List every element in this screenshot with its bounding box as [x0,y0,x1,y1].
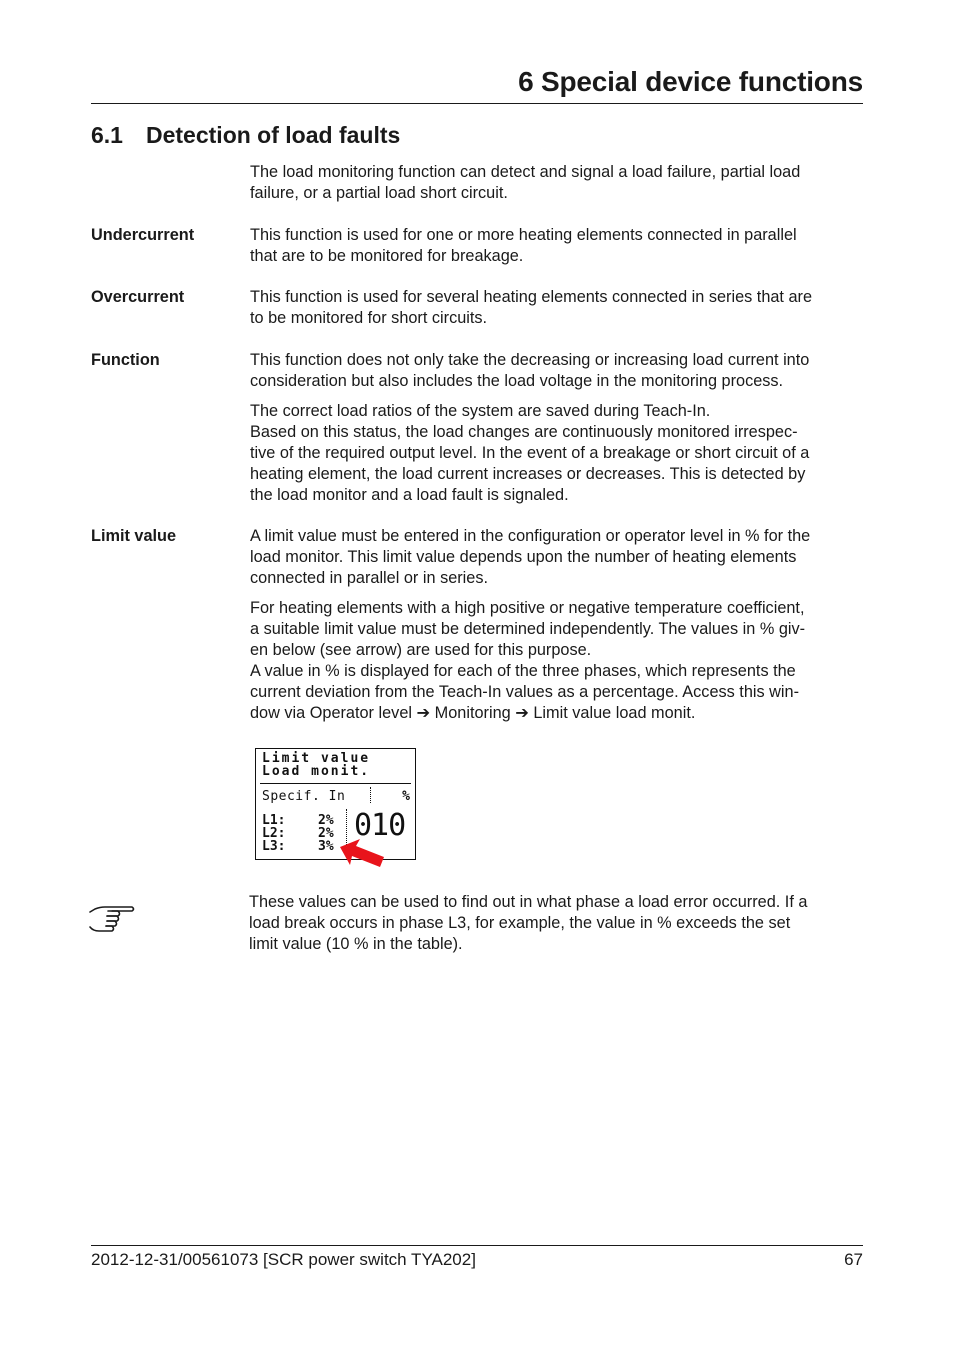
text-line: Based on this status, the load changes are continuously monitored irrespec- [250,423,798,441]
text-line: heating element, the load current increases or decreases. This is detected by [250,465,806,483]
lcd-phase-value: 2% [318,826,334,841]
text-line: dow via Operator level ➔ Monitoring ➔ Limit value load monit. [250,704,696,722]
section-title: Detection of load faults [146,122,401,148]
text-line: tive of the required output level. In the event of a breakage or short circuit of a [250,444,810,462]
page-number: 67 [844,1250,863,1269]
text-line: For heating elements with a high positive or negative temperature coefficient, [250,599,805,617]
section-heading [91,122,400,149]
text-line: en below (see arrow) are used for this purpose. [250,641,592,659]
note-paragraph [249,892,861,955]
chapter-title: 6 Special device functions [518,66,863,97]
text-line: load break occurs in phase L3, for example, the value in % exceeds the set [249,914,791,932]
function-label: Function [91,351,160,369]
text-line: the load monitor and a load fault is signaled. [250,486,569,504]
red-arrow-icon [338,838,386,874]
lcd-title-line-2: Load monit. [262,764,371,779]
lcd-phase-label: L3: [262,839,286,854]
text-line: load monitor. This limit value depends upon the number of heating elements [250,548,797,566]
lcd-phase-label: L1: [262,813,286,828]
header-rule [91,103,863,104]
text-line: current deviation from the Teach-In values as a percentage. Access this win- [250,683,800,701]
lcd-title-line-1: Limit value [262,751,371,766]
text-line: The correct load ratios of the system are saved during Teach-In. [250,402,711,420]
text-line: that are to be monitored for breakage. [250,247,524,265]
undercurrent-label: Undercurrent [91,226,195,244]
text-line: The load monitoring function can detect and signal a load failure, partial load [250,163,801,181]
limit-value-label: Limit value [91,527,177,545]
pointing-hand-icon [88,903,136,933]
text-line: These values can be used to find out in what phase a load error occurred. If a [249,893,808,911]
text-line: A limit value must be entered in the configuration or operator level in % for the [250,527,811,545]
text-line: consideration but also includes the load voltage in the monitoring process. [250,372,784,390]
text-line: This function does not only take the decreasing or increasing load current into [250,351,810,369]
text-line: This function is used for one or more heating elements connected in parallel [250,226,797,244]
lcd-display [255,748,416,860]
lcd-phase-label: L2: [262,826,286,841]
lcd-separator [370,787,371,803]
lcd-phase-value: 3% [318,839,334,854]
lcd-phase-value: 2% [318,813,334,828]
lcd-setpoint-value: 010 [354,808,406,843]
text-line: connected in parallel or in series. [250,569,489,587]
overcurrent-label: Overcurrent [91,288,185,306]
footer-document-reference: 2012-12-31/00561073 [SCR power switch TYA202] [91,1250,476,1269]
text-line: to be monitored for short circuits. [250,309,488,327]
lcd-unit: % [402,789,410,804]
lcd-specif-label: Specif. In [262,789,346,804]
limit-value-paragraph [250,526,863,589]
intro-paragraph [250,162,863,204]
text-line: limit value (10 % in the table). [249,935,463,953]
footer-rule [91,1245,863,1246]
text-line: A value in % is displayed for each of the three phases, which represents the [250,662,796,680]
function-paragraph-2 [250,401,863,506]
section-number: 6.1 [91,122,123,148]
text-line: This function is used for several heating elements connected in series that are [250,288,813,306]
lcd-divider [260,783,411,784]
overcurrent-paragraph [250,287,863,329]
limit-value-paragraph-2 [250,598,863,724]
undercurrent-paragraph [250,225,863,267]
text-line: a suitable limit value must be determined independently. The values in % giv- [250,620,806,638]
text-line: failure, or a partial load short circuit. [250,184,508,202]
function-paragraph [250,350,863,392]
